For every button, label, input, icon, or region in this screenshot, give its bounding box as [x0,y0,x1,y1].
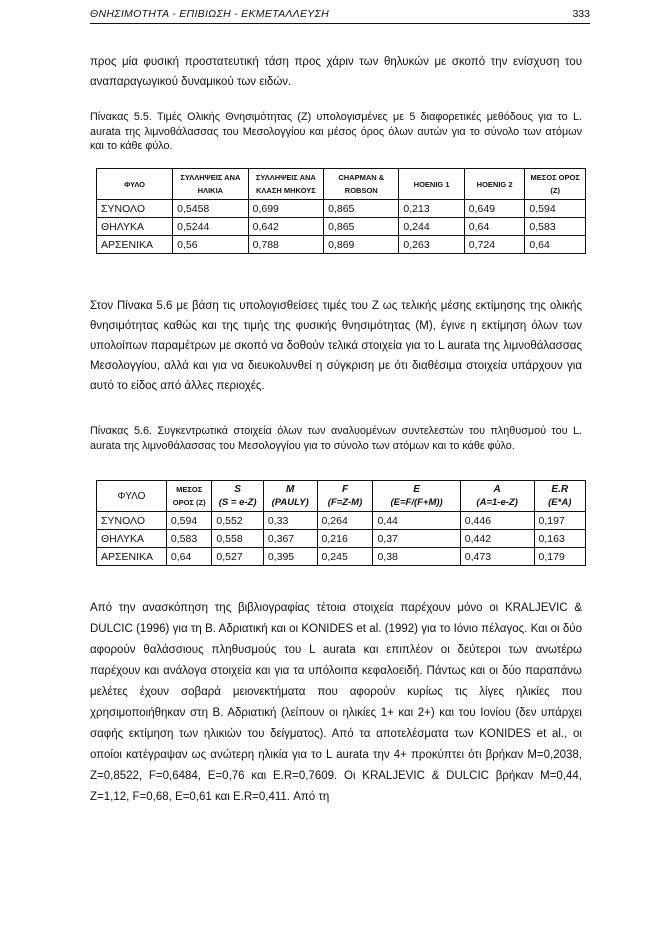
intro-paragraph: προς μία φυσική προστατευτική τάση προς χάριν των θηλυκών με σκοπό την ενίσχυση του αναπαραγωγικού δυναμικού των ειδών. [90,56,582,88]
table-cell: 0,38 [373,548,460,566]
table-cell: 0,5244 [173,218,248,236]
table2-header-cell: E (E=F/(F+M)) [373,481,460,512]
table2-header-cell: E.R (E*A) [534,481,585,512]
table2-header-cell: F (F=Z-M) [317,481,373,512]
table-row [97,512,586,530]
table-cell: 0,583 [166,530,211,548]
table-cell: 0,163 [534,530,585,548]
table-cell: 0,197 [534,512,585,530]
table-cell: 0,552 [212,512,263,530]
table-cell: 0,473 [460,548,534,566]
table-cell: 0,213 [399,200,464,218]
table-cell: ΑΡΣΕΝΙΚΑ [97,236,173,254]
table-cell: 0,395 [263,548,317,566]
table1-header-cell: ΦΥΛΟ [97,169,173,200]
table1-header-cell: CHAPMAN & ROBSON [324,169,399,200]
table-cell: 0,594 [525,200,586,218]
table-cell: 0,865 [324,218,399,236]
table-cell: 0,699 [248,200,323,218]
table2-header-cell: S (S = e-Z) [212,481,263,512]
page-number: 333 [572,8,590,20]
table-row [97,548,586,566]
table-cell: 0,583 [525,218,586,236]
running-title: ΘΝΗΣΙΜΟΤΗΤΑ - ΕΠΙΒΙΩΣΗ - ΕΚΜΕΤΑΛΛΕΥΣΗ [90,8,330,20]
table-cell: 0,33 [263,512,317,530]
middle-paragraph: Στον Πίνακα 5.6 με βάση τις υπολογισθείσες τιμές του Z ως τελικής μέσης εκτίμησης της ολικής θνησιμότητας καθώς και της τιμής της φυσικής θνησιμότητας (M), έγινε η εκτίμηση όλων των υπολοίπων παραμέτρων με σκοπό να δοθούν τελικά στοιχεία για το L aurata της λιμνοθάλασσας Μεσολογγίου, αλλά και για να διευκολυνθεί η σύγκριση με ότι διαθέσιμα στοιχεία υπάρχουν για αυτό το είδος από άλλες περιοχές. [90,300,582,392]
table-cell: ΣΥΝΟΛΟ [97,512,167,530]
table-cell: 0,642 [248,218,323,236]
table-cell: 0,869 [324,236,399,254]
table-cell: 0,5458 [173,200,248,218]
table-cell: 0,527 [212,548,263,566]
table1-header-cell: ΜΕΣΟΣ ΟΡΟΣ (Z) [525,169,586,200]
table-cell: ΑΡΣΕΝΙΚΑ [97,548,167,566]
table2 [96,480,586,566]
table-cell: 0,558 [212,530,263,548]
table-cell: 0,44 [373,512,460,530]
table-cell: 0,367 [263,530,317,548]
table-cell: 0,245 [317,548,373,566]
table2-header-cell: M (PAULY) [263,481,317,512]
table-row [97,200,586,218]
table1-header-cell: HOENIG 1 [399,169,464,200]
table-cell: 0,788 [248,236,323,254]
table-row [97,530,586,548]
table-cell: 0,64 [464,218,525,236]
table-cell: ΘΗΛΥΚΑ [97,530,167,548]
table-cell: ΘΗΛΥΚΑ [97,218,173,236]
table-cell: ΣΥΝΟΛΟ [97,200,173,218]
table-cell: 0,37 [373,530,460,548]
table-cell: 0,865 [324,200,399,218]
final-paragraph: Από την ανασκόπηση της βιβλιογραφίας τέτοια στοιχεία παρέχουν μόνο οι KRALJEVIC & DULCIC (1996) για τη Β. Αδριατική και οι KONIDES et al. (1992) για το Ιόνιο πέλαγος. Και οι δύο αφορούν θαλάσσιους πληθυσμούς του L aurata και επιπλέον οι δεύτεροι των ανωτέρω παρέχουν και ανάλογα στοιχεία και για τα υπόλοιπα κεφαλοειδή. Πάντως και οι δύο παραπάνω μελέτες έχουν σοβαρά μειονεκτήματα που αφορούν κυρίως τις λίγες ηλικίες που χρησιμοποιήθηκαν στη Β. Αδριατική (λείπουν οι ηλικίες 1+ και 2+) και του Ιονίου (δεν υπάρχει σαφής εκτίμηση των ηλικιών του δείγματος). Από τα αποτελέσματα των KONIDES et al., οι οποίοι κατέγραψαν ως ανώτερη ηλικία για το L aurata την 4+ προκύπτει ότι βρήκαν M=0,2038, Z=0,8522, F=0,6484, E=0,76 και E.R=0,7609. Οι KRALJEVIC & DULCIC βρήκαν M=0,44, Z=1,12, F=0,68, E=0,61 και E.R=0,411. Από τη [90,602,582,803]
table2-header-cell: ΜΕΣΟΣ ΟΡΟΣ (Z) [166,481,211,512]
table1-header-cell: ΣΥΛΛΗΨΕΙΣ ΑΝΑ ΗΛΙΚΙΑ [173,169,248,200]
table2-caption: Πίνακας 5.6. Συγκεντρωτικά στοιχεία όλων των αναλυομένων συντελεστών του πληθυσμού του L. aurata της λιμνοθάλασσας του Μεσολογγίου για το σύνολο των ατόμων και το κάθε φύλο. [90,425,582,452]
table-row [97,218,586,236]
table2-header-cell: A (A=1-e-Z) [460,481,534,512]
table1 [96,168,586,254]
table-cell: 0,216 [317,530,373,548]
table-cell: 0,244 [399,218,464,236]
table-cell: 0,64 [525,236,586,254]
table1-caption: Πίνακας 5.5. Τιμές Ολικής Θνησιμότητας (Z) υπολογισμένες με 5 διαφορετικές μεθόδους για το L. aurata της λιμνοθάλασσας του Μεσολογγίου και μέσος όρος όλων αυτών για το σύνολο των ατόμων και το κάθε φύλο. [90,111,582,152]
table-row [97,236,586,254]
table1-header-row [97,169,586,200]
table-cell: 0,264 [317,512,373,530]
table-cell: 0,446 [460,512,534,530]
running-header [90,4,590,26]
table-cell: 0,724 [464,236,525,254]
table-cell: 0,56 [173,236,248,254]
table1-header-cell: HOENIG 2 [464,169,525,200]
table-cell: 0,649 [464,200,525,218]
table2-header-cell: ΦΥΛΟ [97,481,167,512]
header-rule [90,23,590,24]
table-cell: 0,442 [460,530,534,548]
table1-header-cell: ΣΥΛΛΗΨΕΙΣ ΑΝΑ ΚΛΑΣΗ ΜΗΚΟΥΣ [248,169,323,200]
table2-header-row [97,481,586,512]
table-cell: 0,263 [399,236,464,254]
table-cell: 0,179 [534,548,585,566]
table-cell: 0,594 [166,512,211,530]
table-cell: 0,64 [166,548,211,566]
